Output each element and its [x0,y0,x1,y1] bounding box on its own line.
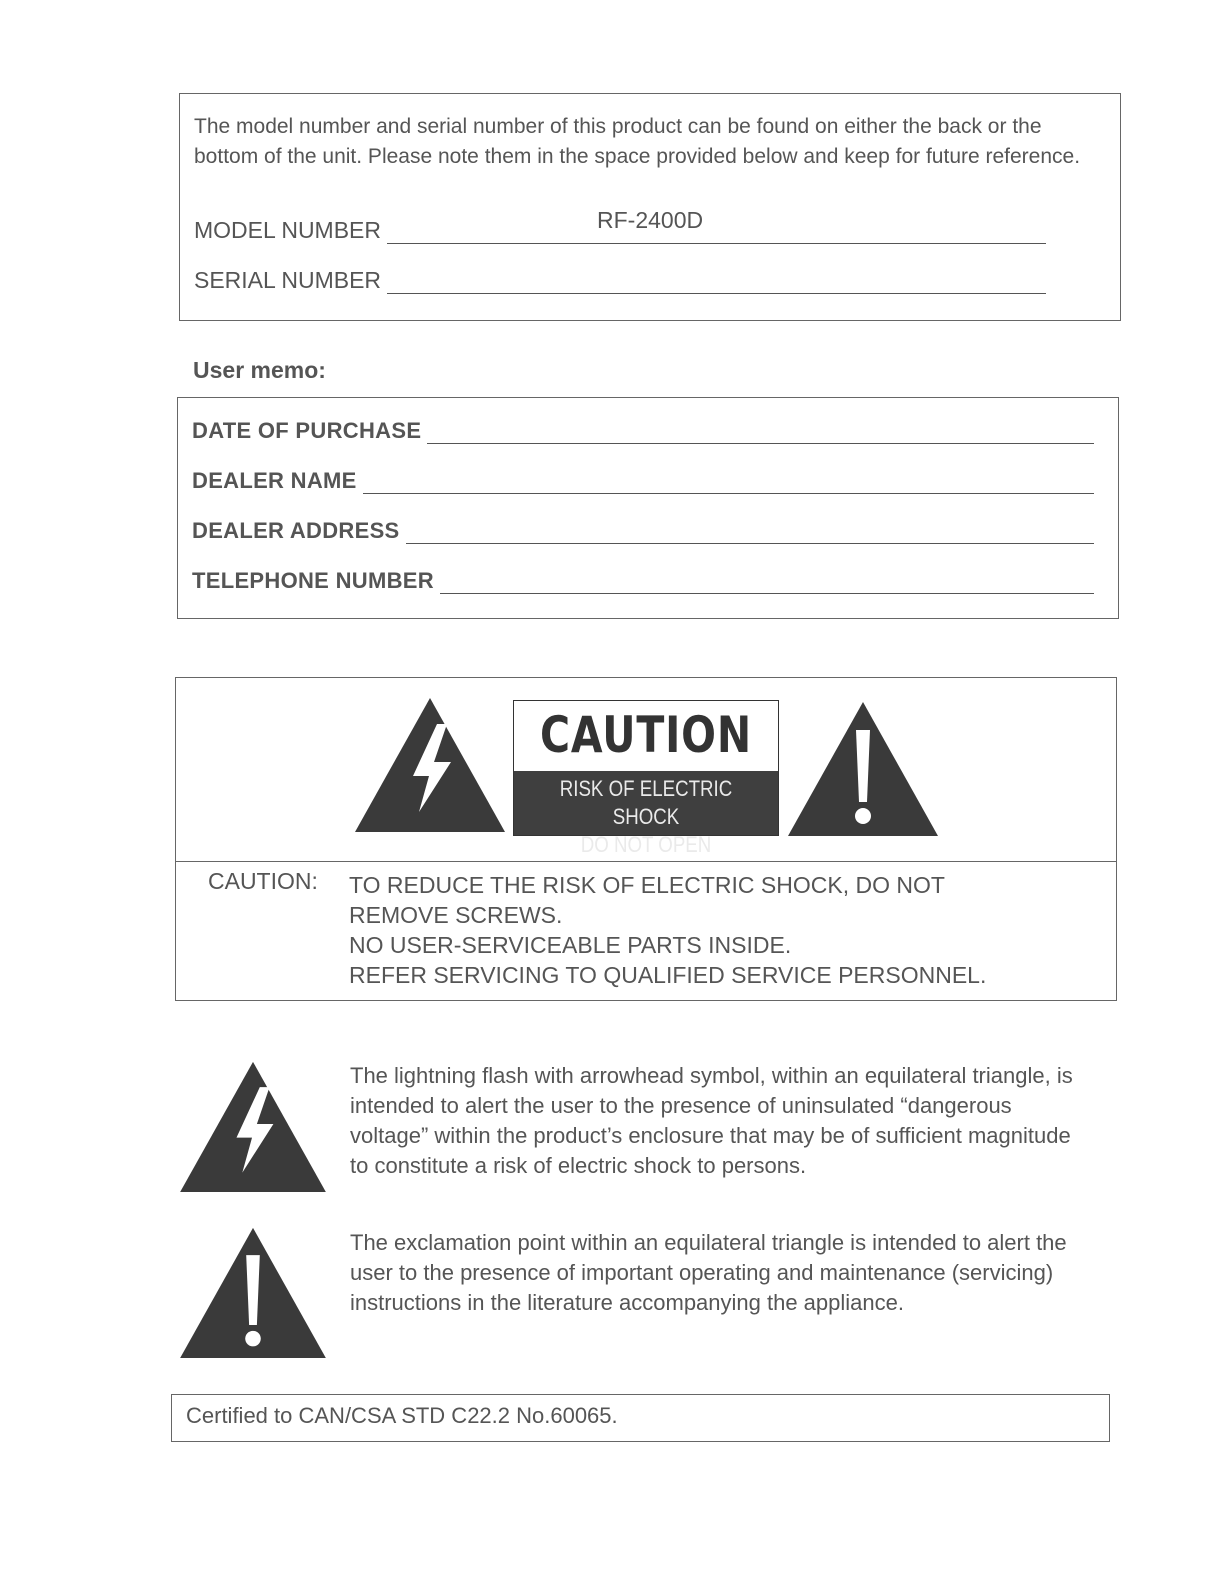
caution-box [175,677,1117,1001]
serial-number-line [387,269,1046,294]
dealer-name-label: DEALER NAME [192,468,357,493]
certification-box [171,1394,1110,1442]
exclamation-symbol-description: The exclamation point within an equilateral triangle is intended to alert the user to the presence of important operating and maintenance (servicing) instructions in the literature accompanying the appliance. [350,1230,1067,1315]
certification-text: Certified to CAN/CSA STD C22.2 No.60065. [186,1403,618,1428]
exclamation-warning-icon [178,1224,328,1360]
model-number-line [387,207,1046,244]
date-of-purchase-label: DATE OF PURCHASE [192,418,422,443]
caution-line-2: REMOVE SCREWS. [349,902,563,928]
caution-divider [176,861,1116,862]
caution-label [513,700,779,857]
model-number-label: MODEL NUMBER [194,217,381,243]
telephone-number-line [440,569,1094,594]
caution-instructions [349,870,1089,990]
model-number-row [194,207,1046,244]
model-number-value: RF-2400D [597,207,704,233]
lightning-warning-icon [178,1058,328,1194]
telephone-number-label: TELEPHONE NUMBER [192,568,434,593]
date-of-purchase-row [192,412,1094,444]
date-of-purchase-line [427,419,1094,444]
caution-heading: CAUTION [540,706,752,764]
caution-band-line1: RISK OF ELECTRIC SHOCK [559,776,733,829]
dealer-address-row [192,512,1094,544]
user-memo-box [177,397,1119,619]
user-memo-title: User memo: [193,357,326,383]
serial-number-row [194,262,1046,294]
caution-line-3: NO USER-SERVICEABLE PARTS INSIDE. [349,932,792,958]
caution-line-1: TO REDUCE THE RISK OF ELECTRIC SHOCK, DO NOT [349,872,945,898]
caution-line-4: REFER SERVICING TO QUALIFIED SERVICE PERSONNEL. [349,962,987,988]
dealer-name-line [363,469,1094,494]
telephone-number-row [192,562,1094,594]
dealer-address-line [406,519,1094,544]
dealer-address-label: DEALER ADDRESS [192,518,400,543]
lightning-warning-icon [353,694,507,834]
caution-text-label: CAUTION: [208,868,318,894]
model-intro-text: The model number and serial number of this product can be found on either the back or the bottom of the unit. Please note them in the space provided below and keep for future reference. [194,115,1081,168]
caution-band-line2: DO NOT OPEN [580,832,712,857]
dealer-name-row [192,462,1094,494]
lightning-symbol-description: The lightning flash with arrowhead symbol, within an equilateral triangle, is intended to alert the user to the presence of uninsulated “dangerous voltage” within the product’s enclosure that may be of sufficient magnitude to constitute a risk of electric shock to persons. [350,1063,1073,1178]
serial-number-label: SERIAL NUMBER [194,267,382,293]
exclamation-warning-icon [786,698,940,838]
caution-band [514,771,778,857]
model-serial-box [179,93,1121,321]
